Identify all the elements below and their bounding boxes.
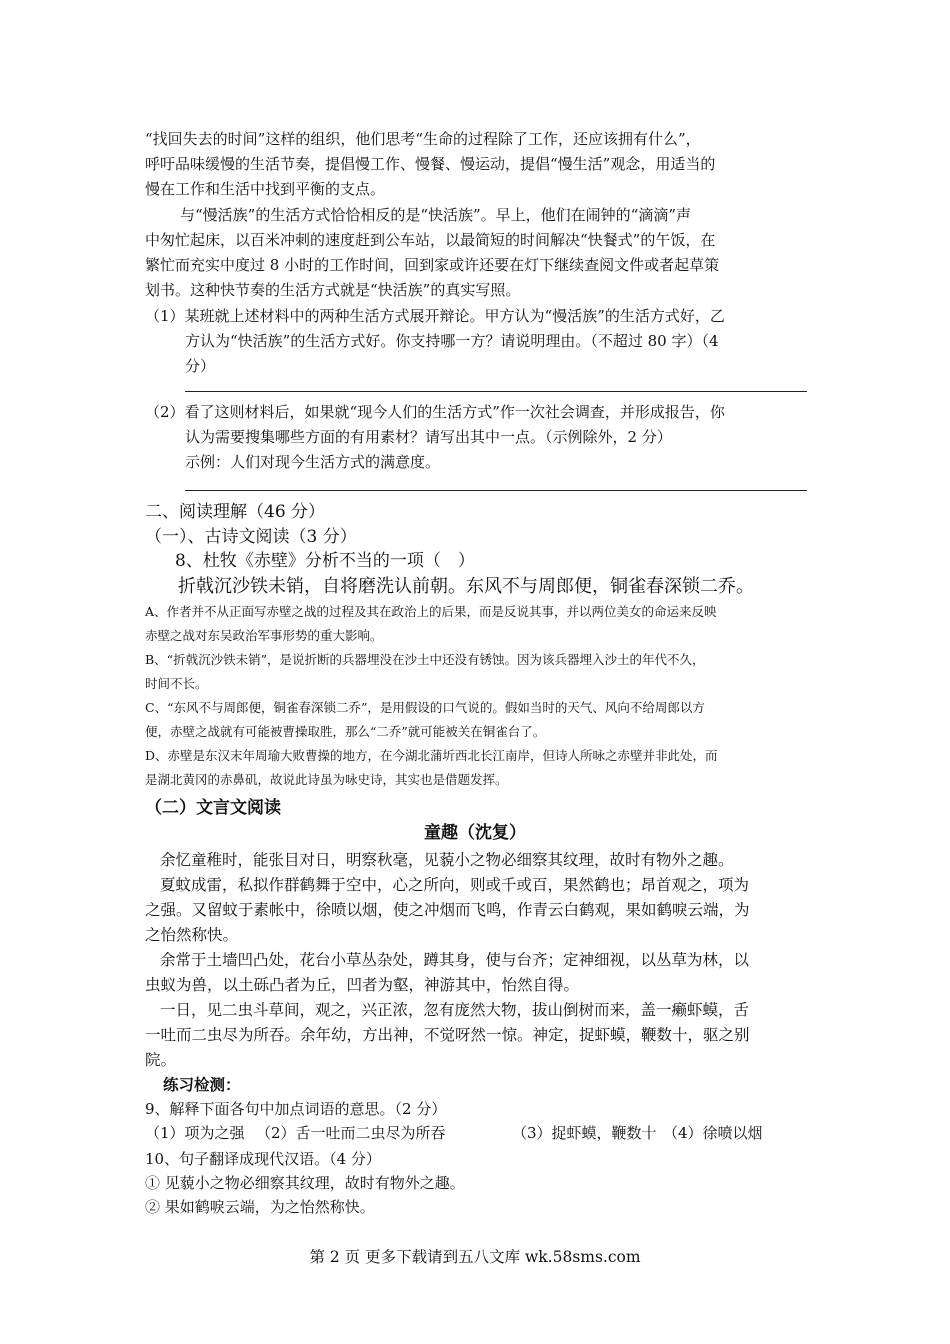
subsection-title: （一）、古诗文阅读（3 分） [145, 527, 357, 547]
q9-item-2 [256, 1122, 446, 1144]
option-c-line: 便，赤壁之战就有可能被曹操取胜，那么“二乔”就可能被关在铜雀台了。 [145, 724, 546, 739]
poem-text: 折戟沉沙铁未销，自将磨洗认前朝。东风不与周郎便，铜雀春深锁二乔。 [178, 576, 754, 597]
answer-line[interactable] [185, 490, 807, 491]
passage-line: 呼吁品味缓慢的生活节奏，提倡慢工作、慢餐、慢运动，提倡“慢生活”观念，用适当的 [145, 155, 716, 173]
option-d: D、赤壁是东汉末年周瑜大败曹操的地方，在今湖北蒲圻西北长江南岸，但诗人所咏之赤壁并非此处，而 [145, 748, 718, 763]
classical-line: 之强。又留蚊于素帐中，徐喷以烟，使之冲烟而飞鸣，作青云白鹤观，果如鹤唳云端，为 [145, 901, 750, 919]
classical-title: 童趣（沈复） [424, 823, 526, 843]
subsection-title: （二）文言文阅读 [145, 798, 281, 818]
question-2: （2）看了这则材料后，如果就“现今人们的生活方式”作一次社会调查，并形成报告，你 [145, 403, 725, 421]
option-d-line: 是湖北黄冈的赤鼻矶，故说此诗虽为咏史诗，其实也是借题发挥。 [145, 772, 508, 787]
classical-line: 余常于土墙凹凸处，花台小草丛杂处，蹲其身，使与台齐；定神细视，以丛草为林，以 [160, 951, 750, 969]
classical-line: 余忆童稚时，能张目对日，明察秋毫，见藐小之物必细察其纹理，故时有物外之趣。 [160, 851, 734, 869]
passage-line: 繁忙而充实中度过 8 小时的工作时间，回到家或许还要在灯下继续查阅文件或者起草策 [145, 256, 720, 274]
q9-item-text: （1）项为之强 [145, 1124, 245, 1142]
passage-line: 中匆忙起床，以百米冲刺的速度赶到公车站，以最简短的时间解决“快餐式”的午饭，在 [145, 231, 716, 249]
option-b-line: 时间不长。 [145, 676, 208, 691]
classical-line: 之怡然称快。 [145, 926, 239, 944]
question-10: 10、句子翻译成现代汉语。（4 分） [145, 1150, 381, 1168]
classical-line: 夏蚊成雷，私拟作群鹤舞于空中，心之所向，则或千或百，果然鹤也；昂首观之，项为 [160, 876, 750, 894]
q9-item-text: （4）徐喷以烟 [663, 1124, 763, 1142]
answer-line[interactable] [185, 391, 807, 392]
classical-line: 一日，见二虫斗草间，观之，兴正浓，忽有庞然大物，拔山倒树而来，盖一癞虾蟆，舌 [160, 1001, 750, 1019]
passage-line: 与“慢活族”的生活方式恰恰相反的是“快活族”。早上，他们在闹钟的“滴滴”声 [180, 206, 692, 224]
option-c: C、“东风不与周郎便，铜雀春深锁二乔”，是用假设的口气说的。假如当时的天气、风向不给周郎以方 [145, 700, 705, 715]
practice-heading: 练习检测： [163, 1075, 241, 1094]
section-title: 二、阅读理解（46 分） [145, 502, 326, 522]
passage-line: 慢在工作和生活中找到平衡的支点。 [145, 180, 386, 198]
q9-item-4 [663, 1122, 763, 1144]
passage-line: 划书。这种快节奏的生活方式就是“快活族”的真实写照。 [145, 281, 521, 299]
q10-item-1: ① 见藐小之物必细察其纹理，故时有物外之趣。 [145, 1174, 465, 1192]
passage-line: “找回失去的时间”这样的组织，他们思考“生命的过程除了工作，还应该拥有什么”， [145, 130, 701, 148]
page-footer: 第 2 页 更多下载请到五八文库 wk.58sms.com [309, 1248, 641, 1266]
option-a: A、作者并不从正面写赤壁之战的过程及其在政治上的后果，而是反说其事，并以两位美女的命运来反映 [145, 604, 717, 619]
option-b: B、“折戟沉沙铁未销”，是说折断的兵器埋没在沙土中还没有锈蚀。因为该兵器埋入沙土的年代不久， [145, 652, 705, 667]
question-2-example: 示例：人们对现今生活方式的满意度。 [185, 453, 441, 471]
question-1-line: 分） [185, 357, 216, 375]
classical-line: 院。 [145, 1051, 177, 1069]
question-1: （1）某班就上述材料中的两种生活方式展开辩论。甲方认为“慢活族”的生活方式好，乙 [145, 307, 725, 325]
q9-item-text: （2）舌一吐而二虫尽为所吞 [256, 1124, 446, 1142]
classical-line: 虫蚁为兽，以土砾凸者为丘，凹者为壑，神游其中，怡然自得。 [145, 976, 580, 994]
question-1-line: 方认为“快活族”的生活方式好。你支持哪一方？请说明理由。（不超过 80 字）（4 [185, 332, 719, 350]
q9-item-3 [512, 1122, 657, 1144]
q9-item-1 [145, 1122, 245, 1144]
q9-item-text: （3）捉虾蟆，鞭数十 [512, 1124, 657, 1142]
question-9: 9、解释下面各句中加点词语的意思。（2 分） [145, 1100, 447, 1118]
q10-item-2: ② 果如鹤唳云端，为之怡然称快。 [145, 1198, 375, 1216]
classical-line: 一吐而二虫尽为所吞。余年幼，方出神，不觉呀然一惊。神定，捉虾蟆，鞭数十，驱之别 [145, 1026, 750, 1044]
option-a-line: 赤壁之战对东吴政治军事形势的重大影响。 [145, 628, 383, 643]
question-8: 8、杜牧《赤壁》分析不当的一项（ ） [175, 551, 475, 571]
question-2-line: 认为需要搜集哪些方面的有用素材？请写出其中一点。（示例除外，2 分） [185, 428, 672, 446]
